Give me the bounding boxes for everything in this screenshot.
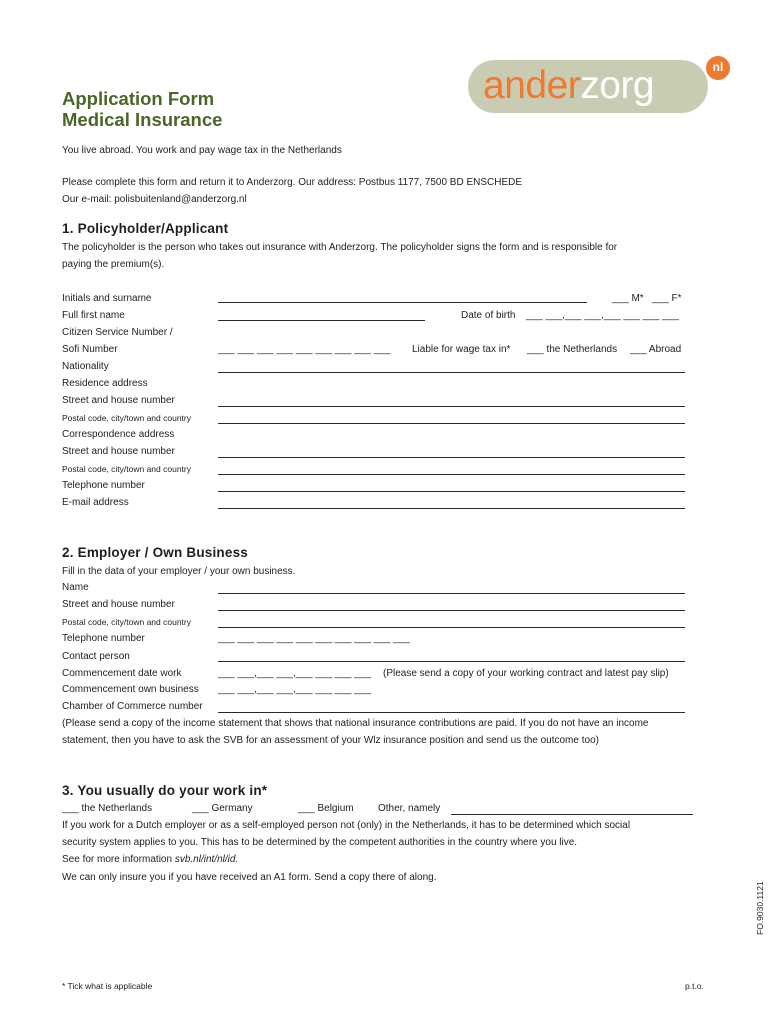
liable-abroad-checkbox[interactable]: ___ Abroad — [630, 344, 682, 355]
other-label: Other, namely — [378, 803, 441, 814]
label-correspondence: Correspondence address — [62, 429, 175, 440]
form-code: FO.9030.1121 — [755, 881, 765, 935]
section2-desc: Fill in the data of your employer / your own business. — [62, 566, 296, 577]
label-street-2: Street and house number — [62, 446, 175, 457]
work-note: (Please send a copy of your working contract and latest pay slip) — [383, 668, 669, 679]
employer-name-input[interactable] — [218, 593, 685, 594]
section3-heading: 3. You usually do your work in* — [62, 783, 268, 798]
employer-postal-input[interactable] — [218, 627, 685, 628]
section2-heading: 2. Employer / Own Business — [62, 545, 249, 560]
svb-link[interactable]: svb.nl/int/nl/id. — [174, 854, 239, 865]
section1-desc-2: paying the premium(s). — [62, 259, 165, 270]
section3-text-3 — [62, 854, 238, 866]
bsn-input[interactable]: ___ ___ ___ ___ ___ ___ ___ ___ ___ — [218, 344, 391, 355]
contact-person-input[interactable] — [218, 661, 685, 662]
commence-business-input[interactable]: ___ ___,___ ___,___ ___ ___ ___ — [218, 684, 371, 695]
work-in-belgium-checkbox[interactable]: ___ Belgium — [298, 803, 354, 814]
employer-telephone-input[interactable]: ___ ___ ___ ___ ___ ___ ___ ___ ___ ___ — [218, 633, 410, 644]
gender-f-checkbox[interactable]: ___ F* — [652, 293, 682, 304]
street-input[interactable] — [218, 406, 685, 407]
postal-input[interactable] — [218, 423, 685, 424]
label-initials: Initials and surname — [62, 293, 152, 304]
section1-desc-1: The policyholder is the person who takes out insurance with Anderzorg. The policyholder signs the form and is responsible for — [62, 242, 618, 253]
label-chamber: Chamber of Commerce number — [62, 701, 203, 712]
form-title — [62, 88, 222, 130]
label-postal: Postal code, city/town and country — [62, 413, 191, 423]
more-info-prefix: See for more information — [62, 854, 175, 865]
logo-part-ander: ander — [483, 64, 581, 107]
label-first-name: Full first name — [62, 310, 125, 321]
logo-nl-badge: nl — [706, 56, 730, 80]
section3-text-2: security system applies to you. This has to be determined by the competent authorities in the country where you live. — [62, 837, 578, 848]
nationality-input[interactable] — [218, 372, 685, 373]
liable-nl-checkbox[interactable]: ___ the Netherlands — [527, 344, 618, 355]
label-commence-work: Commencement date work — [62, 668, 182, 679]
section2-note-2: statement, then you have to ask the SVB for an assessment of your Wlz insurance position and send us the outcome too) — [62, 735, 599, 746]
liable-label: Liable for wage tax in* — [412, 344, 511, 355]
label-commence-business: Commencement own business — [62, 684, 199, 695]
title-line-2: Medical Insurance — [62, 109, 223, 130]
work-in-germany-checkbox[interactable]: ___ Germany — [192, 803, 253, 814]
label-bsn-1: Citizen Service Number / — [62, 327, 173, 338]
label-telephone: Telephone number — [62, 480, 145, 491]
label-street: Street and house number — [62, 395, 175, 406]
subtitle: You live abroad. You work and pay wage tax in the Netherlands — [62, 145, 342, 156]
email-line: Our e-mail: polisbuitenland@anderzorg.nl — [62, 194, 247, 205]
label-residence: Residence address — [62, 378, 148, 389]
section2-note-1: (Please send a copy of the income statement that shows that national insurance contributions are paid. If you do not have an income — [62, 718, 649, 729]
gender-m-checkbox[interactable]: ___ M* — [612, 293, 644, 304]
first-name-input[interactable] — [218, 320, 425, 321]
logo-part-zorg: zorg — [580, 64, 655, 107]
section1-heading: 1. Policyholder/Applicant — [62, 221, 229, 236]
initials-input[interactable] — [218, 302, 587, 303]
label-employer-name: Name — [62, 582, 89, 593]
label-employer-telephone: Telephone number — [62, 633, 145, 644]
label-nationality: Nationality — [62, 361, 109, 372]
commence-work-input[interactable]: ___ ___,___ ___,___ ___ ___ ___ — [218, 668, 371, 679]
chamber-input[interactable] — [218, 712, 685, 713]
work-in-netherlands-checkbox[interactable]: ___ the Netherlands — [62, 803, 153, 814]
postal-2-input[interactable] — [218, 474, 685, 475]
other-country-input[interactable] — [451, 814, 693, 815]
label-contact-person: Contact person — [62, 651, 130, 662]
dob-input[interactable]: ___ ___,___ ___,___ ___ ___ ___ — [526, 310, 679, 321]
email-input[interactable] — [218, 508, 685, 509]
title-line-1: Application Form — [62, 88, 215, 109]
pto: p.t.o. — [685, 981, 704, 991]
footnote: * Tick what is applicable — [62, 981, 153, 991]
label-postal-2: Postal code, city/town and country — [62, 464, 191, 474]
telephone-input[interactable] — [218, 491, 685, 492]
instructions: Please complete this form and return it to Anderzorg. Our address: Postbus 1177, 7500 BD ENSCHEDE — [62, 177, 523, 188]
street-2-input[interactable] — [218, 457, 685, 458]
section3-text-1: If you work for a Dutch employer or as a self-employed person not (only) in the Netherlands, it has to be determined which social — [62, 820, 631, 831]
label-bsn-2: Sofi Number — [62, 344, 118, 355]
label-employer-street: Street and house number — [62, 599, 175, 610]
employer-street-input[interactable] — [218, 610, 685, 611]
section3-text-4: We can only insure you if you have received an A1 form. Send a copy there of along. — [62, 872, 437, 883]
anderzorg-logo — [483, 63, 654, 109]
label-employer-postal: Postal code, city/town and country — [62, 617, 191, 627]
label-email: E-mail address — [62, 497, 129, 508]
dob-label: Date of birth — [461, 310, 516, 321]
